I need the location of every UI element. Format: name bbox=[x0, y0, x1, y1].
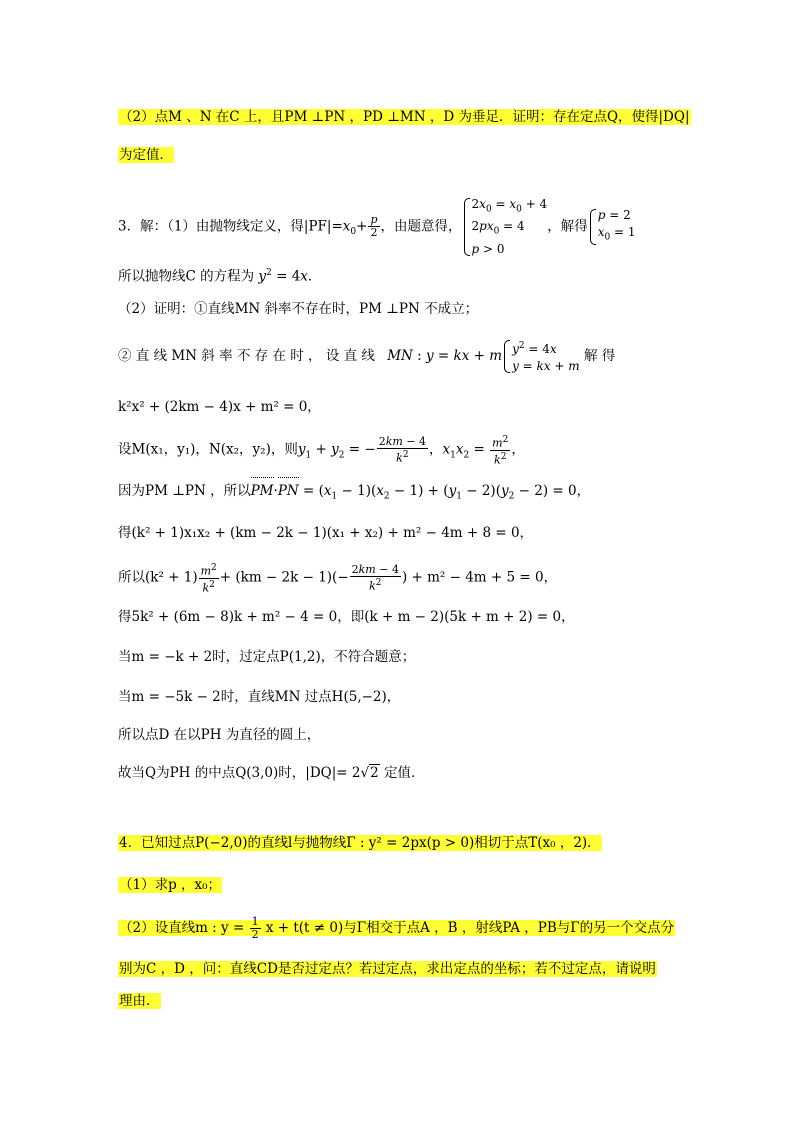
text: 解 得 bbox=[583, 348, 616, 364]
equation-5 bbox=[118, 606, 575, 628]
solution-3-part2 bbox=[118, 298, 478, 320]
text: x + t(t ≠ 0)与Γ相交于点A ，B ，射线PA ，PB与Γ的另一个交点分 bbox=[265, 920, 675, 936]
question-2-part2-line2 bbox=[118, 144, 174, 166]
fraction-p-over-2: $\frac{p}{2}$ bbox=[370, 213, 378, 240]
text: （2）证明：①直线MN 斜率不存在时，PM ⊥PN 不成立； bbox=[118, 301, 479, 317]
equation-1 bbox=[118, 396, 321, 418]
solution-3-line1: 3．解：（1）由抛物线定义，得$|PF|=x_0+$ $\frac{p}{2}$ ，由题意得，$2x_0 = x_0 + 4$ $2px_0 = 4$ p > 0，解得p = 2 $x_0 = 1$ bbox=[118, 197, 636, 256]
highlight: 理由． bbox=[119, 993, 160, 1009]
text: ② 直 线 MN 斜 率 不 存 在 时 ， 设 直 线 bbox=[118, 348, 375, 364]
text: ，由题意得， bbox=[380, 218, 462, 235]
question-4-part2-line1 bbox=[118, 916, 675, 941]
question-2-part2-line1 bbox=[118, 106, 691, 128]
final-conclusion: 故当Q为PH 的中点Q(3,0)时，|DQ|= 2√2 定值． bbox=[118, 765, 425, 781]
text: 当m = −k + 2时，过定点P(1,2)，不符合题意； bbox=[118, 649, 416, 665]
highlight: （2）点M 、N 在C 上，且PM ⊥PN ，PD ⊥MN ，D 为垂足．证明：存在定点Q，使得|DQ| bbox=[119, 109, 690, 125]
circle-statement bbox=[118, 724, 320, 746]
question-4-part2-line2 bbox=[118, 958, 657, 980]
text: 当m = −5k − 2时，直线MN 过点H(5,−2)， bbox=[118, 689, 401, 705]
question-4 bbox=[118, 832, 602, 854]
highlight bbox=[118, 915, 675, 941]
text: ，解得 bbox=[547, 218, 588, 235]
fraction: $\frac{m^2}{k^2}$ bbox=[492, 435, 509, 467]
text: 所以点D 在以PH 为直径的圆上， bbox=[118, 727, 321, 743]
text: 所以抛物线C 的方程为 bbox=[118, 268, 255, 285]
text: 3．解：（1）由抛物线定义，得|PF|= bbox=[118, 218, 343, 235]
text: 设M(x₁，y₁)，N(x₂，y₂)，则 bbox=[118, 441, 298, 458]
highlight: 4．已知过点P(−2,0)的直线l与抛物线Γ : y² = 2px(p > 0)相切于点T(x₀ ，2)． bbox=[119, 835, 601, 851]
highlight: 别为C ，D ，问：直线CD是否过定点？若过定点，求出定点的坐标；若不过定点，请说明 bbox=[119, 961, 656, 977]
set-mn-points: 设M(x₁，y₁)，N(x₂，y₂)，则$y_1 + y_2$ = − $\frac{2km - 4}{k^2}$ ，$x_1x_2$ = $\frac{m^2}{k^2}$ ， bbox=[118, 434, 525, 467]
text: （2）设直线m : y = bbox=[119, 920, 245, 936]
text: 因为PM ⊥PN ，所以 bbox=[118, 483, 251, 499]
system-solution: p = 2 $x_0 = 1$ bbox=[588, 207, 636, 246]
text: ) + m² − 4m + 5 = 0， bbox=[401, 569, 558, 586]
text: 故当Q为PH 的中点Q(3,0)时，|DQ|= 2 bbox=[118, 765, 361, 781]
system-of-equations: $2x_0 = x_0 + 4$ $2px_0 = 4$ p > 0 bbox=[462, 196, 548, 258]
fraction-one-half: $\frac{1}{2}$ bbox=[251, 915, 259, 941]
text: 所以(k² + 1) bbox=[118, 569, 198, 586]
fraction: $\frac{2km - 4}{k^2}$ bbox=[378, 434, 427, 465]
case-b bbox=[118, 686, 400, 708]
text: + (km − 2k − 1)(− bbox=[219, 569, 349, 586]
solution-3-result: 所以抛物线C 的方程为 $y^2 = 4x$． bbox=[118, 268, 322, 285]
question-4-part1 bbox=[118, 874, 222, 896]
highlight: （1）求p ，x₀； bbox=[119, 877, 222, 893]
text: 得(k² + 1)x₁x₂ + (km − 2k − 1)(x₁ + x₂) + m² − 4m + 8 = 0， bbox=[118, 525, 534, 541]
equation-3 bbox=[118, 522, 533, 544]
solution-3-case2: ② 直 线 MN 斜 率 不 存 在 时 ， 设 直 线 MN : y = kx + m $y^2 = 4x$ y = kx + m 解 得 bbox=[118, 338, 615, 375]
text: k²x² + (2km − 4)x + m² = 0， bbox=[118, 399, 321, 415]
equation-4 bbox=[118, 562, 557, 594]
question-4-part2-line3 bbox=[118, 990, 161, 1012]
system-line-parabola: $y^2 = 4x$ y = kx + m bbox=[502, 338, 580, 375]
highlight: 为定值． bbox=[119, 147, 173, 163]
perpendicular-condition: 因为PM ⊥PN ，所以$PM\cdot PN = (x_1 - 1)(x_2 - 1) + (y_1 - 2)(y_2 - 2) = 0$， bbox=[118, 480, 590, 508]
text: 得5k² + (6m − 8)k + m² − 4 = 0，即(k + m − 2)(5k + m + 2) = 0， bbox=[118, 609, 575, 625]
fraction: $\frac{m^2}{k^2}$ bbox=[200, 563, 217, 595]
case-a bbox=[118, 646, 415, 668]
text: 定值． bbox=[383, 765, 425, 781]
fraction: $\frac{2km - 4}{k^2}$ bbox=[351, 562, 399, 593]
